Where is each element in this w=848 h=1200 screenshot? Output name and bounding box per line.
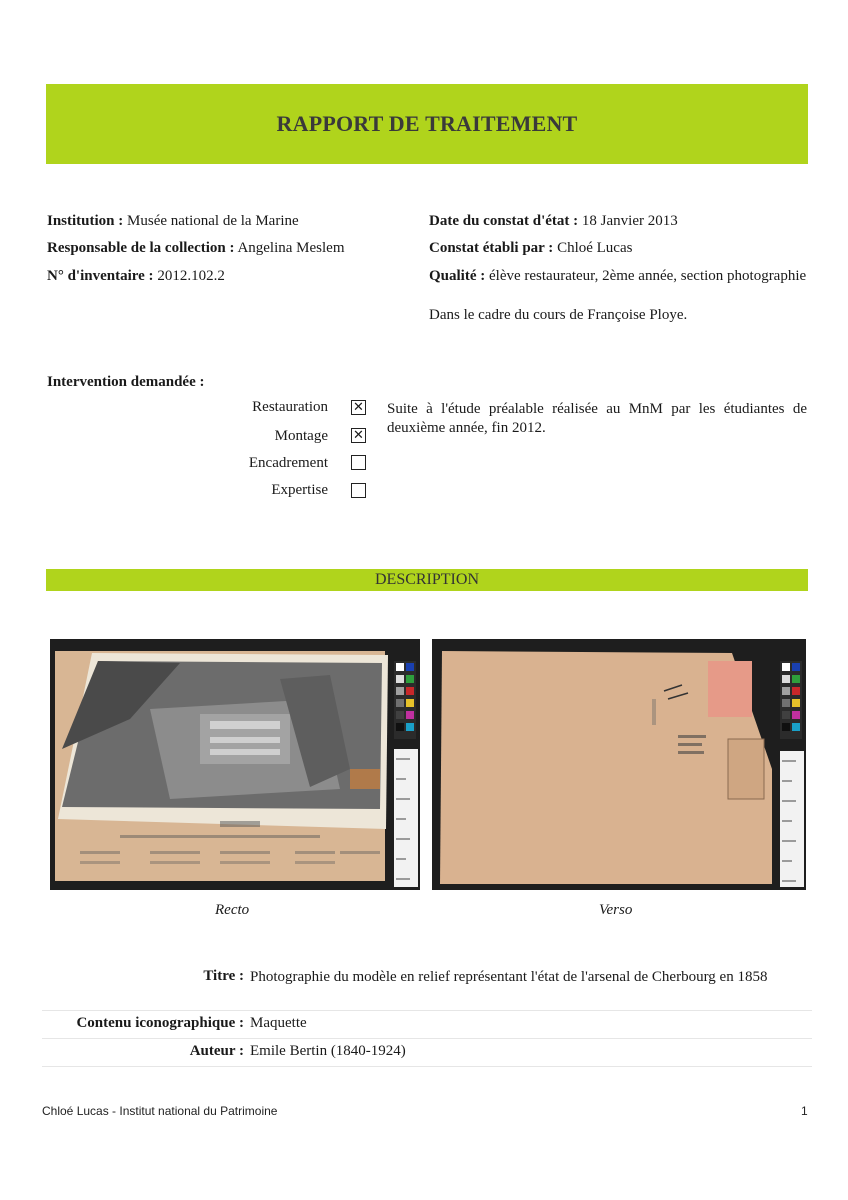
quality-note: Dans le cadre du cours de Françoise Ploye. [429,307,688,323]
institution-value: Musée national de la Marine [127,213,299,229]
checkbox-montage[interactable] [351,428,366,443]
description-title: DESCRIPTION [374,571,479,588]
inventory-value: 2012.102.2 [157,268,225,284]
verso-caption: Verso [599,902,633,918]
page-number: 1 [801,1104,808,1118]
inventory-line [47,267,225,286]
date-value: 18 Janvier 2013 [581,213,678,229]
option-label-montage: Montage [274,428,328,444]
option-label-restauration: Restauration [252,399,328,415]
content-value: Maquette [250,1015,307,1031]
intervention-heading: Intervention demandée : [47,374,205,390]
inventory-label: N° d'inventaire : [47,268,154,284]
title-value: Photographie du modèle en relief représentant l'état de l'arsenal de Cherbourg en 1858 [250,969,768,985]
metadata-row-author [42,1039,812,1067]
institution-line [47,212,299,231]
recto-caption: Recto [215,902,250,918]
collection-manager-line [47,239,345,258]
checkmark-icon: ✕ [353,428,364,443]
verso-image [432,639,806,890]
collection-manager-value: Angelina Meslem [237,240,345,256]
quality-value: élève restaurateur, 2ème année, section photographie [489,268,807,284]
checkmark-icon: ✕ [353,400,364,415]
date-line [429,212,678,231]
content-label: Contenu iconographique : [76,1015,244,1031]
date-label: Date du constat d'état : [429,213,579,229]
author-label: Auteur : [189,1043,244,1059]
author-value: Emile Bertin (1840-1924) [250,1043,406,1059]
established-by-value: Chloé Lucas [557,240,633,256]
option-label-expertise: Expertise [271,482,328,498]
metadata-row-title [42,966,812,1011]
description-band [46,569,808,591]
institution-label: Institution : [47,213,124,229]
intervention-note: Suite à l'étude préalable réalisée au MnM par les étudiantes de deuxième année, fin 2012. [387,401,807,436]
title-label: Titre : [203,968,244,984]
established-by-line [429,239,632,258]
checkbox-restauration[interactable] [351,400,366,415]
option-label-encadrement: Encadrement [248,455,328,471]
checkbox-encadrement[interactable] [351,455,366,470]
collection-manager-label: Responsable de la collection : [47,240,235,256]
metadata-row-content [42,1011,812,1039]
footer-author: Chloé Lucas - Institut national du Patrimoine [42,1104,278,1118]
quality-label: Qualité : [429,268,486,284]
recto-photo [50,639,420,890]
established-by-label: Constat établi par : [429,240,554,256]
title-band [46,84,808,164]
page-title: RAPPORT DE TRAITEMENT [276,111,578,136]
checkbox-expertise[interactable] [351,483,366,498]
quality-block [429,267,807,286]
verso-photo [432,639,806,890]
recto-image [50,639,420,890]
